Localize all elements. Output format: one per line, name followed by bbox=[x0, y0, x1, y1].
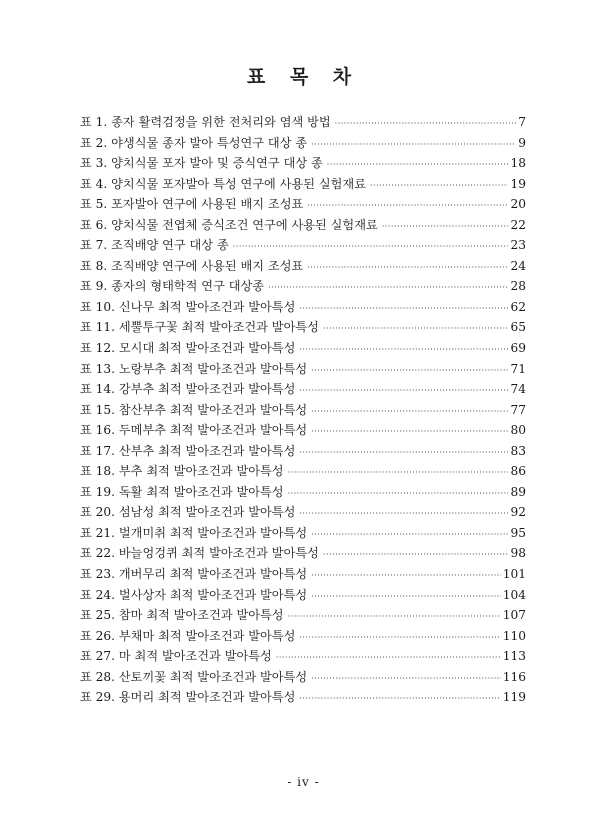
toc-leader-dots bbox=[323, 324, 509, 333]
toc-leader-dots bbox=[311, 407, 508, 416]
toc-entry[interactable] bbox=[80, 216, 526, 237]
toc-entry[interactable] bbox=[80, 339, 526, 360]
toc-leader-dots bbox=[307, 201, 508, 210]
toc-entry-label: 표 21. 벌개미취 최적 발아조건과 발아특성 bbox=[80, 525, 308, 540]
toc-leader-dots bbox=[311, 366, 508, 375]
toc-entry-page: 77 bbox=[510, 402, 526, 417]
toc-entry-label: 표 17. 산부추 최적 발아조건과 발아특성 bbox=[80, 443, 296, 458]
toc-entry-label: 표 13. 노랑부추 최적 발아조건과 발아특성 bbox=[80, 361, 308, 376]
toc-entry-label: 표 2. 야생식물 종자 발아 특성연구 대상 종 bbox=[80, 135, 308, 150]
toc-entry-page: 89 bbox=[510, 484, 526, 499]
toc-entry-label: 표 28. 산토끼꽃 최적 발아조건과 발아특성 bbox=[80, 669, 308, 684]
toc-entry[interactable] bbox=[80, 442, 526, 463]
toc-entry-label: 표 8. 조직배양 연구에 사용된 배지 조성표 bbox=[80, 258, 304, 273]
toc-entry[interactable] bbox=[80, 401, 526, 422]
page-number-footer: - iv - bbox=[287, 775, 320, 789]
toc-leader-dots bbox=[299, 448, 508, 457]
toc-entry[interactable] bbox=[80, 503, 526, 524]
toc-entry[interactable] bbox=[80, 524, 526, 545]
toc-leader-dots bbox=[299, 633, 500, 642]
toc-leader-dots bbox=[288, 612, 501, 621]
toc-entry-page: 104 bbox=[502, 587, 526, 602]
toc-entry-label: 표 23. 개버무리 최적 발아조건과 발아특성 bbox=[80, 567, 308, 582]
toc-entry[interactable] bbox=[80, 380, 526, 401]
toc-entry-page: 116 bbox=[502, 669, 526, 684]
toc-entry-page: 95 bbox=[510, 525, 526, 540]
toc-entry-label: 표 29. 용머리 최적 발아조건과 발아특성 bbox=[80, 690, 296, 705]
toc-entry[interactable] bbox=[80, 298, 526, 319]
toc-entry[interactable] bbox=[80, 175, 526, 196]
toc-entry[interactable] bbox=[80, 421, 526, 442]
toc-leader-dots bbox=[299, 386, 508, 395]
toc-entry-page: 98 bbox=[510, 546, 526, 561]
toc-entry-page: 22 bbox=[510, 217, 526, 232]
toc-entry[interactable] bbox=[80, 277, 526, 298]
toc-entry-page: 24 bbox=[510, 258, 526, 273]
toc-entry-label: 표 26. 부채마 최적 발아조건과 발아특성 bbox=[80, 628, 296, 643]
toc-entry[interactable] bbox=[80, 668, 526, 689]
toc-leader-dots bbox=[288, 468, 509, 477]
toc-entry[interactable] bbox=[80, 154, 526, 175]
toc-entry-page: 119 bbox=[502, 690, 526, 705]
toc-entry[interactable] bbox=[80, 360, 526, 381]
toc-leader-dots bbox=[382, 222, 509, 231]
toc-entry-page: 19 bbox=[510, 176, 526, 191]
toc-entry[interactable] bbox=[80, 113, 526, 134]
toc-entry[interactable] bbox=[80, 627, 526, 648]
toc-leader-dots bbox=[288, 489, 509, 498]
toc-entry[interactable] bbox=[80, 647, 526, 668]
toc-entry[interactable] bbox=[80, 318, 526, 339]
toc-entry-label: 표 3. 양치식물 포자 발아 및 증식연구 대상 종 bbox=[80, 156, 323, 171]
toc-entry-page: 83 bbox=[510, 443, 526, 458]
toc-leader-dots bbox=[307, 263, 508, 272]
toc-entry-page: 113 bbox=[502, 649, 526, 664]
toc-leader-dots bbox=[335, 119, 517, 128]
toc-entry-label: 표 27. 마 최적 발아조건과 발아특성 bbox=[80, 649, 272, 664]
page-title: 표 목 차 bbox=[246, 66, 361, 88]
toc-entry[interactable] bbox=[80, 257, 526, 278]
toc-entry-page: 107 bbox=[502, 608, 526, 623]
toc-entry-label: 표 19. 독활 최적 발아조건과 발아특성 bbox=[80, 484, 284, 499]
toc-entry-label: 표 6. 양치식물 전엽체 증식조건 연구에 사용된 실험재료 bbox=[80, 217, 378, 232]
toc-leader-dots bbox=[323, 550, 509, 559]
toc-entry-label: 표 11. 세뿔투구꽃 최적 발아조건과 발아특성 bbox=[80, 320, 319, 335]
toc-entry-label: 표 14. 강부추 최적 발아조건과 발아특성 bbox=[80, 382, 296, 397]
toc-leader-dots bbox=[233, 242, 509, 251]
toc-entry-label: 표 9. 종자의 형태학적 연구 대상종 bbox=[80, 279, 265, 294]
toc-entry-page: 101 bbox=[502, 567, 526, 582]
toc-entry-page: 7 bbox=[518, 115, 526, 129]
toc-entry-label: 표 12. 모시대 최적 발아조건과 발아특성 bbox=[80, 341, 296, 356]
toc-entry-label: 표 4. 양치식물 포자발아 특성 연구에 사용된 실험재료 bbox=[80, 176, 366, 191]
toc-entry-page: 28 bbox=[510, 279, 526, 294]
toc-leader-dots bbox=[311, 571, 501, 580]
toc-leader-dots bbox=[276, 653, 501, 662]
toc-entry-page: 69 bbox=[510, 341, 526, 356]
toc-entry-label: 표 1. 종자 활력검정을 위한 전처리와 염색 방법 bbox=[80, 115, 331, 129]
toc-leader-dots bbox=[311, 674, 501, 683]
toc-entry-page: 65 bbox=[510, 320, 526, 335]
table-of-contents bbox=[80, 113, 526, 709]
toc-entry[interactable] bbox=[80, 134, 526, 155]
toc-leader-dots bbox=[299, 304, 508, 313]
toc-entry-label: 표 10. 신나무 최적 발아조건과 발아특성 bbox=[80, 299, 296, 314]
toc-entry-page: 18 bbox=[510, 156, 526, 171]
toc-leader-dots bbox=[268, 283, 508, 292]
toc-leader-dots bbox=[311, 427, 508, 436]
toc-entry-label: 표 18. 부추 최적 발아조건과 발아특성 bbox=[80, 464, 284, 479]
toc-entry-label: 표 5. 포자발아 연구에 사용된 배지 조성표 bbox=[80, 197, 304, 212]
toc-entry[interactable] bbox=[80, 586, 526, 607]
toc-entry-label: 표 25. 참마 최적 발아조건과 발아특성 bbox=[80, 608, 284, 623]
toc-entry[interactable] bbox=[80, 565, 526, 586]
toc-leader-dots bbox=[299, 694, 500, 703]
toc-leader-dots bbox=[311, 592, 501, 601]
toc-entry-page: 71 bbox=[510, 361, 526, 376]
toc-leader-dots bbox=[299, 345, 508, 354]
toc-entry[interactable] bbox=[80, 688, 526, 709]
toc-entry-page: 23 bbox=[510, 238, 526, 253]
toc-entry-label: 표 7. 조직배양 연구 대상 종 bbox=[80, 238, 229, 253]
toc-entry-page: 62 bbox=[510, 299, 526, 314]
toc-entry-label: 표 20. 섬남성 최적 발아조건과 발아특성 bbox=[80, 505, 296, 520]
toc-entry-page: 20 bbox=[510, 197, 526, 212]
toc-entry[interactable] bbox=[80, 544, 526, 565]
toc-entry-label: 표 24. 벌사상자 최적 발아조건과 발아특성 bbox=[80, 587, 308, 602]
toc-entry-page: 110 bbox=[502, 628, 526, 643]
toc-entry[interactable] bbox=[80, 606, 526, 627]
toc-entry-page: 74 bbox=[510, 382, 526, 397]
toc-entry-label: 표 15. 참산부추 최적 발아조건과 발아특성 bbox=[80, 402, 308, 417]
toc-entry-page: 86 bbox=[510, 464, 526, 479]
toc-entry-page: 80 bbox=[510, 423, 526, 438]
toc-leader-dots bbox=[299, 509, 508, 518]
toc-entry[interactable] bbox=[80, 483, 526, 504]
toc-entry-page: 9 bbox=[518, 135, 526, 150]
toc-leader-dots bbox=[311, 530, 508, 539]
toc-entry[interactable] bbox=[80, 462, 526, 483]
toc-entry-label: 표 16. 두메부추 최적 발아조건과 발아특성 bbox=[80, 423, 308, 438]
toc-entry-page: 92 bbox=[510, 505, 526, 520]
toc-entry[interactable] bbox=[80, 195, 526, 216]
toc-entry[interactable] bbox=[80, 236, 526, 257]
toc-leader-dots bbox=[327, 160, 509, 169]
toc-leader-dots bbox=[311, 140, 516, 149]
toc-leader-dots bbox=[370, 181, 509, 190]
toc-entry-label: 표 22. 바늘엉겅퀴 최적 발아조건과 발아특성 bbox=[80, 546, 319, 561]
